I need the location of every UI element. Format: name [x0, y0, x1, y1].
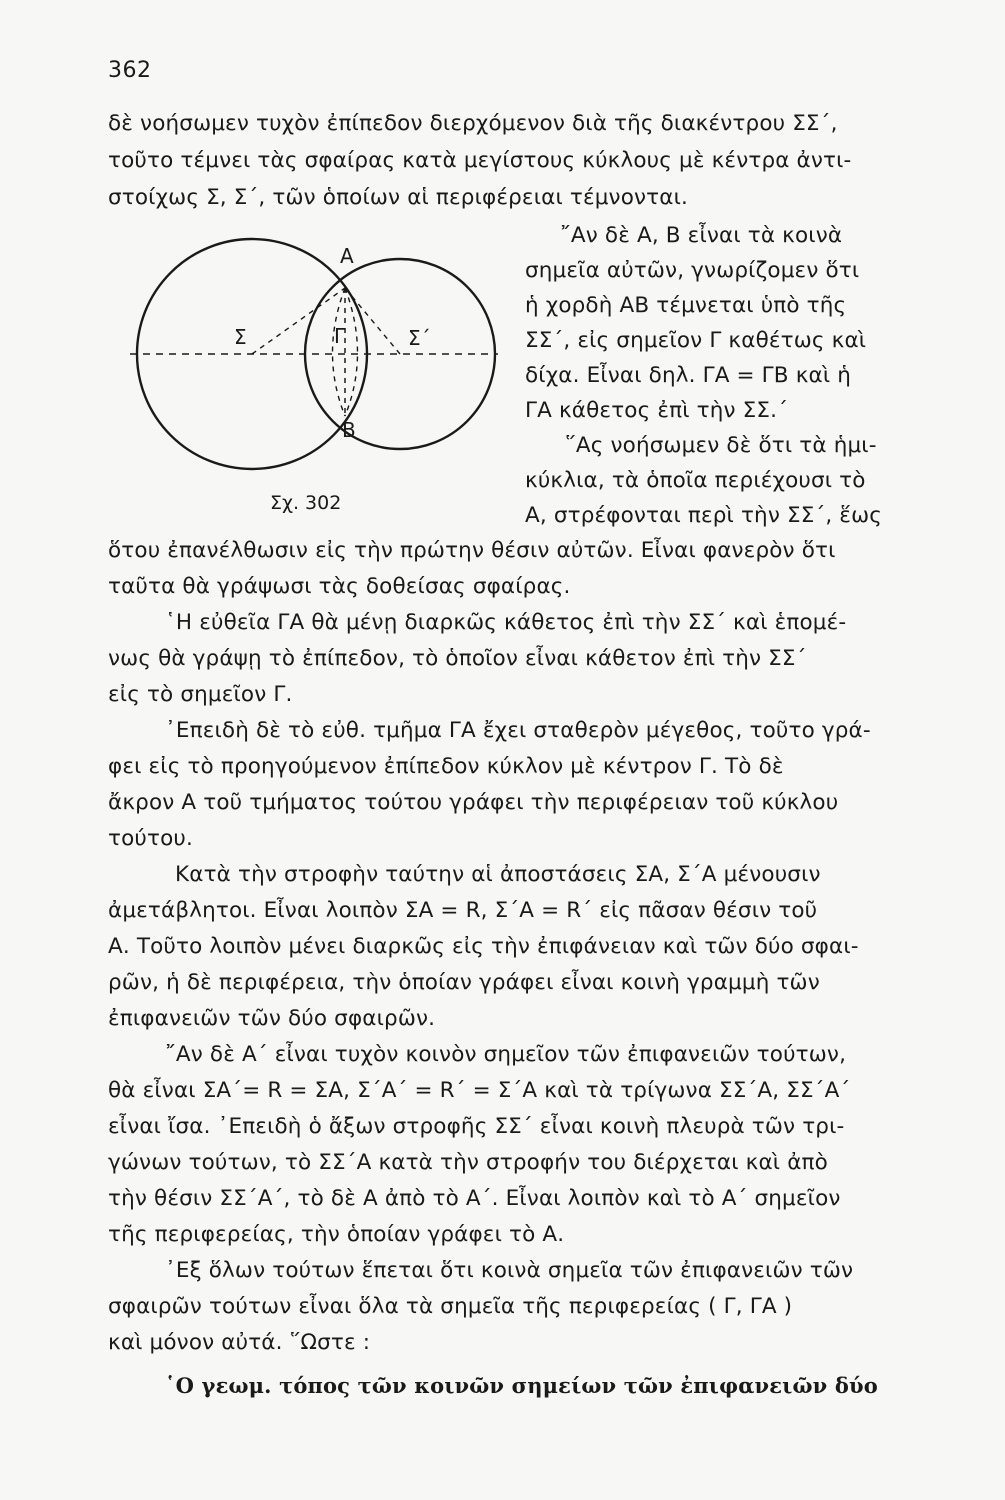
figure-302: [130, 236, 510, 526]
text-line-body-11: ἀμετάβλητοι. Εἶναι λοιπὸν ΣΑ = R, Σ΄Α = R΄ εἰς πᾶσαν θέσιν τοῦ: [108, 898, 818, 923]
text-line-body-22: σφαιρῶν τούτων εἶναι ὅλα τὰ σημεῖα τῆς περιφερείας ( Γ, ΓΑ ): [108, 1294, 793, 1319]
text-line-body-3: ῾Η εὐθεῖα ΓΑ θὰ μένῃ διαρκῶς κάθετος ἐπὶ τὴν ΣΣ΄ καὶ ἑπομέ-: [165, 610, 847, 635]
text-line-body-1: ὅτου ἐπανέλθωσιν εἰς τὴν πρώτην θέσιν αὐτῶν. Εἶναι φανερὸν ὅτι: [108, 538, 836, 563]
text-line-right-1: ῎Αν δὲ Α, Β εἶναι τὰ κοινὰ: [560, 223, 843, 248]
text-line-body-21: ᾿Εξ ὅλων τούτων ἕπεται ὅτι κοινὰ σημεῖα τῶν ἐπιφανειῶν τῶν: [165, 1258, 854, 1283]
label-gamma: Γ: [334, 324, 346, 348]
label-a: Α: [340, 244, 354, 268]
text-line-body-5: εἰς τὸ σημεῖον Γ.: [108, 682, 293, 707]
text-line-body-6: ᾿Επειδὴ δὲ τὸ εὐθ. τμῆμα ΓΑ ἔχει σταθερὸν μέγεθος, τοῦτο γρά-: [165, 718, 871, 743]
label-b: Β: [342, 418, 356, 442]
text-line-body-19: τὴν θέσιν ΣΣ΄Α΄, τὸ δὲ Α ἀπὸ τὸ Α΄. Εἶναι λοιπὸν καὶ τὸ Α΄ σημεῖον: [108, 1186, 841, 1211]
text-line-body-15: ῎Αν δὲ Α΄ εἶναι τυχὸν κοινὸν σημεῖον τῶν ἐπιφανειῶν τούτων,: [165, 1042, 847, 1067]
text-line-top-3: στοίχως Σ, Σ΄, τῶν ὁποίων αἱ περιφέρειαι τέμνονται.: [108, 185, 688, 210]
text-line-body-23: καὶ μόνον αὐτά. ῞Ωστε :: [108, 1330, 371, 1355]
rotation-arc-right: [345, 288, 358, 416]
text-line-body-18: γώνων τούτων, τὸ ΣΣ΄Α κατὰ τὴν στροφήν του διέρχεται καὶ ἀπὸ: [108, 1150, 828, 1175]
text-line-body-13: ρῶν, ἡ δὲ περιφέρεια, τὴν ὁποίαν γράφει εἶναι κοινὴ γραμμὴ τῶν: [108, 970, 820, 995]
text-line-body-8: ἄκρον Α τοῦ τμήματος τούτου γράφει τὴν περιφέρειαν τοῦ κύκλου: [108, 790, 839, 815]
segment-sigma-a: [252, 288, 345, 354]
two-circles-diagram: [130, 236, 510, 526]
text-line-body-9: τούτου.: [108, 826, 193, 851]
page-number: 362: [108, 58, 152, 83]
text-line-right-5: δίχα. Εἶναι δηλ. ΓΑ = ΓΒ καὶ ἡ: [525, 363, 852, 388]
text-line-right-2: σημεῖα αὐτῶν, γνωρίζομεν ὅτι: [525, 258, 860, 283]
text-line-body-16: θὰ εἶναι ΣΑ΄= R = ΣΑ, Σ΄Α΄ = R΄ = Σ΄Α καὶ τὰ τρίγωνα ΣΣ΄Α, ΣΣ΄Α΄: [108, 1078, 851, 1103]
text-line-body-17: εἶναι ἴσα. ᾿Επειδὴ ὁ ἄξων στροφῆς ΣΣ΄ εἶναι κοινὴ πλευρὰ τῶν τρι-: [108, 1114, 845, 1139]
text-line-right-4: ΣΣ΄, εἰς σημεῖον Γ καθέτως καὶ: [525, 328, 867, 353]
text-line-right-7: ῞Ας νοήσωμεν δὲ ὅτι τὰ ἡμι-: [565, 433, 877, 458]
text-line-top-2: τοῦτο τέμνει τὰς σφαίρας κατὰ μεγίστους κύκλους μὲ κέντρα ἀντι-: [108, 148, 852, 173]
text-line-right-6: ΓΑ κάθετος ἐπὶ τὴν ΣΣ.΄: [525, 398, 788, 423]
label-sigma: Σ: [234, 325, 247, 349]
text-line-top-1: δὲ νοήσωμεν τυχὸν ἐπίπεδον διερχόμενον διὰ τῆς διακέντρου ΣΣ΄,: [108, 111, 838, 136]
text-line-body-4: νως θὰ γράψῃ τὸ ἐπίπεδον, τὸ ὁποῖον εἶναι κάθετον ἐπὶ τὴν ΣΣ΄: [108, 646, 807, 671]
text-line-body-20: τῆς περιφερείας, τὴν ὁποίαν γράφει τὸ Α.: [108, 1222, 565, 1247]
text-line-body-2: ταῦτα θὰ γράψωσι τὰς δοθείσας σφαίρας.: [108, 574, 571, 599]
text-line-body-12: Α. Τοῦτο λοιπὸν μένει διαρκῶς εἰς τὴν ἐπιφάνειαν καὶ τῶν δύο σφαι-: [108, 934, 859, 959]
segment-sigmaprime-a: [345, 288, 400, 354]
rotation-arc-left: [333, 288, 346, 416]
label-sigma-prime: Σ΄: [408, 326, 431, 350]
text-line-body-14: ἐπιφανειῶν τῶν δύο σφαιρῶν.: [108, 1006, 436, 1031]
text-line-body-7: φει εἰς τὸ προηγούμενον ἐπίπεδον κύκλον μὲ κέντρον Γ. Τὸ δὲ: [108, 754, 784, 779]
text-line-body-10: Κατὰ τὴν στροφὴν ταύτην αἱ ἀποστάσεις ΣΑ, Σ΄Α μένουσιν: [175, 862, 821, 887]
text-line-right-8: κύκλια, τὰ ὁποῖα περιέχουσι τὸ: [525, 468, 866, 493]
theorem-statement-bold: ῾Ο γεωμ. τόπος τῶν κοινῶν σημείων τῶν ἐπιφανειῶν δύο: [165, 1373, 878, 1398]
text-line-right-3: ἡ χορδὴ ΑΒ τέμνεται ὑπὸ τῆς: [525, 293, 847, 318]
text-line-right-9: Α, στρέφονται περὶ τὴν ΣΣ΄, ἕως: [525, 503, 883, 528]
figure-caption: Σχ. 302: [270, 492, 342, 514]
